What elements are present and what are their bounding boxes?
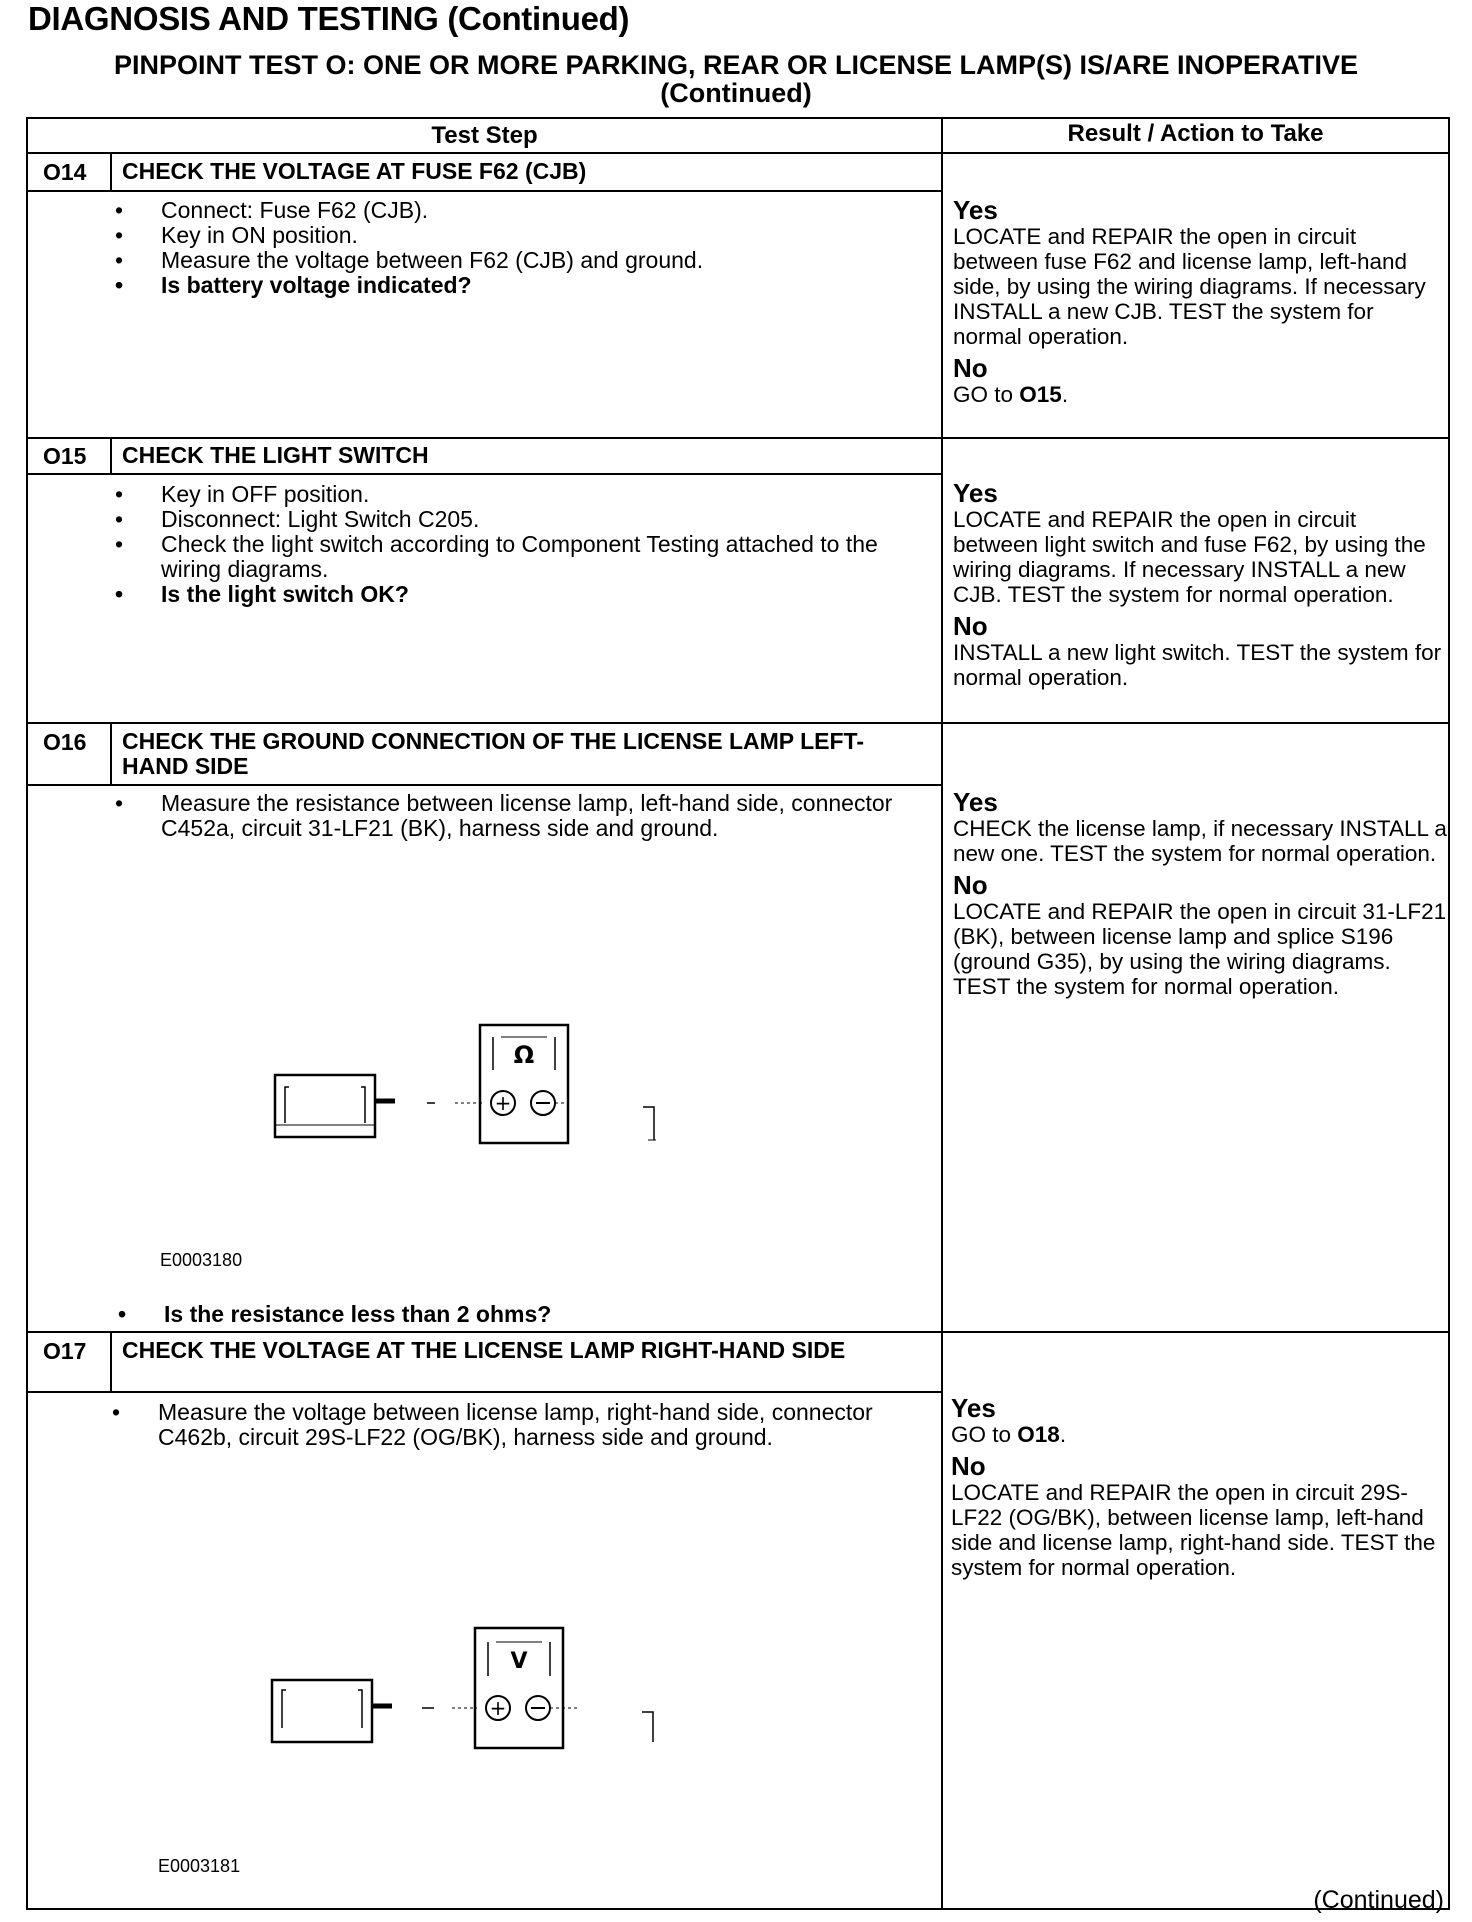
no-label: No (953, 353, 988, 383)
pinpoint-test-title: PINPOINT TEST O: ONE OR MORE PARKING, REAR OR LICENSE LAMP(S) IS/ARE INOPERATIVE (113, 50, 1359, 80)
list-item: • Key in ON position. (115, 223, 935, 248)
no-action: LOCATE and REPAIR the open in circuit 31-LF21 (BK), between license lamp and splice S196 (ground G35), by using the wiring diagrams. TEST the system for normal operation. (953, 899, 1447, 999)
yes-label: Yes (951, 1393, 996, 1423)
step-question: • Is battery voltage indicated? (115, 273, 935, 298)
step-reference: O15 (1019, 382, 1062, 407)
volt-symbol: V (510, 1649, 528, 1674)
yes-action: GO to O18. (951, 1422, 1067, 1447)
step-title: CHECK THE GROUND CONNECTION OF THE LICENSE LAMP LEFT-HAND SIDE (122, 728, 864, 779)
step-instructions (115, 482, 915, 607)
list-item: • Disconnect: Light Switch C205. (115, 507, 915, 532)
column-header-test-step: Test Step (431, 122, 538, 149)
step-title: CHECK THE LIGHT SWITCH (122, 442, 429, 468)
step-instructions (112, 1400, 902, 1450)
list-item: • Measure the voltage between license lamp, right-hand side, connector C462b, circuit 29S-LF22 (OG/BK), harness side and ground. (112, 1400, 902, 1450)
yes-label: Yes (953, 787, 998, 817)
ohm-symbol: Ω (513, 1041, 535, 1069)
step-title: CHECK THE VOLTAGE AT FUSE F62 (CJB) (122, 158, 587, 184)
svg-text:+: + (494, 1091, 512, 1115)
figure-id: E0003181 (158, 1856, 241, 1876)
step-question: • Is the light switch OK? (115, 582, 915, 607)
step-result (951, 1394, 1445, 1585)
list-item: • Connect: Fuse F62 (CJB). (115, 198, 935, 223)
step-result (953, 196, 1443, 412)
step-id: O16 (43, 729, 87, 755)
yes-label: Yes (953, 478, 998, 508)
step-result (953, 788, 1447, 1004)
column-header-result: Result / Action to Take (1067, 120, 1324, 147)
no-label: No (951, 1451, 986, 1481)
step-question: • Is the resistance less than 2 ohms? (118, 1302, 908, 1327)
voltmeter-diagram (262, 1620, 662, 1750)
yes-action: LOCATE and REPAIR the open in circuit between light switch and fuse F62, by using the wiring diagrams. If necessary INSTALL a new CJB. TEST the system for normal operation. (953, 507, 1426, 607)
no-action: GO to O15. (953, 382, 1069, 407)
pinpoint-test-continued: (Continued) (660, 78, 812, 108)
list-item: • Key in OFF position. (115, 482, 915, 507)
step-id: O14 (43, 159, 87, 185)
list-item: • Measure the resistance between license lamp, left-hand side, connector C452a, circuit 31-LF21 (BK), harness side and ground. (115, 791, 905, 841)
step-reference: O18 (1017, 1422, 1060, 1447)
step-title: CHECK THE VOLTAGE AT THE LICENSE LAMP RIGHT-HAND SIDE (122, 1337, 846, 1363)
continued-label: (Continued) (1313, 1886, 1444, 1914)
no-action: INSTALL a new light switch. TEST the system for normal operation. (953, 640, 1442, 690)
yes-action: CHECK the license lamp, if necessary INSTALL a new one. TEST the system for normal operation. (953, 816, 1447, 866)
step-id: O17 (43, 1338, 87, 1364)
figure-id: E0003180 (160, 1250, 243, 1270)
svg-text:+: + (489, 1696, 507, 1720)
list-item: • Check the light switch according to Component Testing attached to the wiring diagrams. (115, 532, 915, 582)
list-item: • Measure the voltage between F62 (CJB) and ground. (115, 248, 935, 273)
no-label: No (953, 611, 988, 641)
page-title: DIAGNOSIS AND TESTING (Continued) (28, 0, 630, 37)
no-label: No (953, 870, 988, 900)
step-instructions (115, 791, 905, 841)
no-action: LOCATE and REPAIR the open in circuit 29S-LF22 (OG/BK), between license lamp, left-hand side and license lamp, right-hand side. TEST the system for normal operation. (951, 1480, 1436, 1580)
yes-action: LOCATE and REPAIR the open in circuit between fuse F62 and license lamp, left-hand side, by using the wiring diagrams. If necessary INSTALL a new CJB. TEST the system for normal operation. (953, 224, 1426, 349)
ohmmeter-diagram (265, 1015, 665, 1145)
step-id: O15 (43, 443, 87, 469)
yes-label: Yes (953, 195, 998, 225)
step-result (953, 479, 1447, 695)
step-instructions (115, 198, 935, 298)
step-question-list (118, 1302, 908, 1327)
